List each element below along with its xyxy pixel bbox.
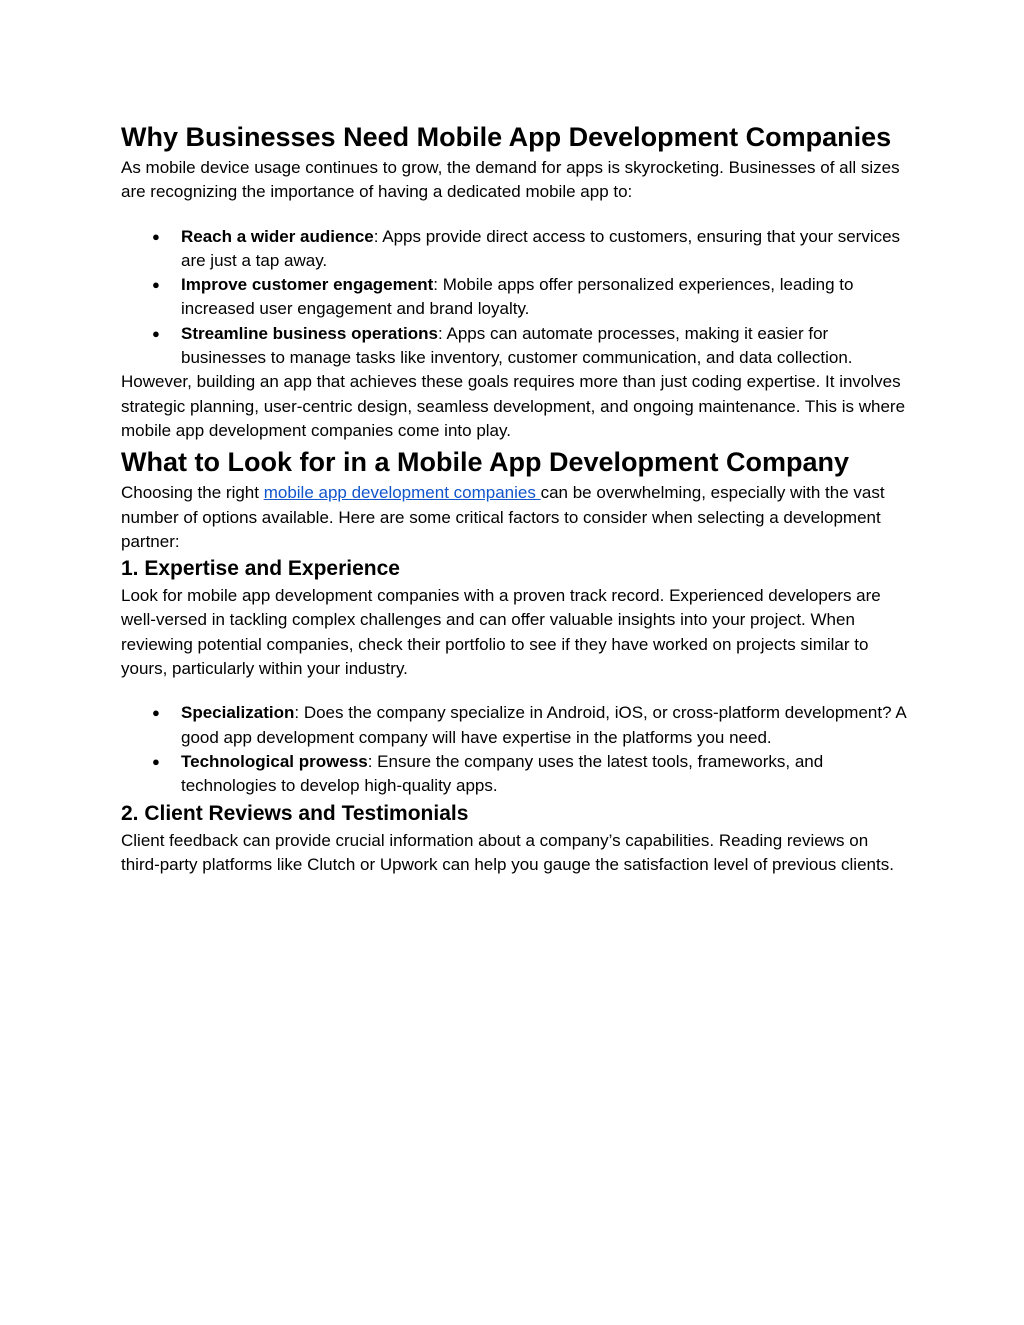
mobile-app-development-companies-link[interactable]: mobile app development companies bbox=[263, 483, 541, 503]
list-item-term: Streamline business operations bbox=[181, 323, 438, 343]
list-item bbox=[152, 750, 906, 799]
paragraph-text-before-link: Choosing the right bbox=[121, 483, 264, 503]
subheading-expertise: 1. Expertise and Experience bbox=[121, 557, 400, 581]
list-item-term: Improve customer engagement bbox=[181, 275, 434, 295]
list-item-text: : Apps can automate processes, making it easier for businesses to manage tasks like inventory, customer communication, and data collection. bbox=[181, 323, 853, 368]
paragraph-choosing bbox=[121, 481, 906, 554]
section-heading-what-to-look-for: What to Look for in a Mobile App Development Company bbox=[121, 447, 850, 478]
paragraph-expertise: Look for mobile app development companies with a proven track record. Experienced developers are well-versed in tackling complex challenges and can offer valuable insights into your project. When reviewing potential companies, check their portfolio to see if they have worked on projects similar to yours, particularly within your industry. bbox=[121, 586, 881, 679]
expertise-list bbox=[121, 701, 906, 798]
bullet-icon: ● bbox=[152, 277, 160, 293]
list-item bbox=[152, 225, 906, 274]
list-item-term: Technological prowess bbox=[181, 751, 368, 771]
list-item-text: : Mobile apps offer personalized experiences, leading to increased user engagement and brand loyalty. bbox=[181, 275, 854, 319]
list-item bbox=[152, 701, 906, 750]
bullet-icon: ● bbox=[152, 705, 160, 721]
list-item-text: : Apps provide direct access to customers, ensuring that your services are just a tap away. bbox=[181, 226, 901, 270]
subheading-client-reviews: 2. Client Reviews and Testimonials bbox=[121, 801, 469, 825]
bullet-icon: ● bbox=[152, 753, 160, 769]
paragraph-text-after-link: can be overwhelming, especially with the vast number of options available. Here are some critical factors to consider when selecting a development partner: bbox=[121, 483, 885, 551]
bullet-icon: ● bbox=[152, 228, 160, 244]
bullet-icon: ● bbox=[152, 325, 160, 341]
list-item-term: Specialization bbox=[181, 703, 295, 723]
list-item-text: : Does the company specialize in Android, iOS, or cross-platform development? A good app development company will have expertise in the platforms you need. bbox=[181, 703, 906, 747]
list-item bbox=[152, 273, 906, 322]
list-item-term: Reach a wider audience bbox=[181, 226, 374, 246]
paragraph-intro: As mobile device usage continues to grow, the demand for apps is skyrocketing. Businesses of all sizes are recognizing the importance of having a dedicated mobile app to: bbox=[121, 158, 900, 202]
paragraph-however: However, building an app that achieves these goals requires more than just coding expertise. It involves strategic planning, user-centric design, seamless development, and ongoing maintenance. This is where mobile app development companies come into play. bbox=[121, 372, 906, 440]
list-item bbox=[152, 322, 906, 371]
benefits-list bbox=[121, 225, 906, 371]
paragraph-client-reviews: Client feedback can provide crucial information about a company’s capabilities. Reading reviews on third-party platforms like Clutch or Upwork can help you gauge the satisfaction level of previous clients. bbox=[121, 830, 894, 874]
list-item-text: : Ensure the company uses the latest tools, frameworks, and technologies to develop high-quality apps. bbox=[181, 751, 824, 796]
section-heading-why-businesses: Why Businesses Need Mobile App Development Companies bbox=[121, 122, 892, 152]
